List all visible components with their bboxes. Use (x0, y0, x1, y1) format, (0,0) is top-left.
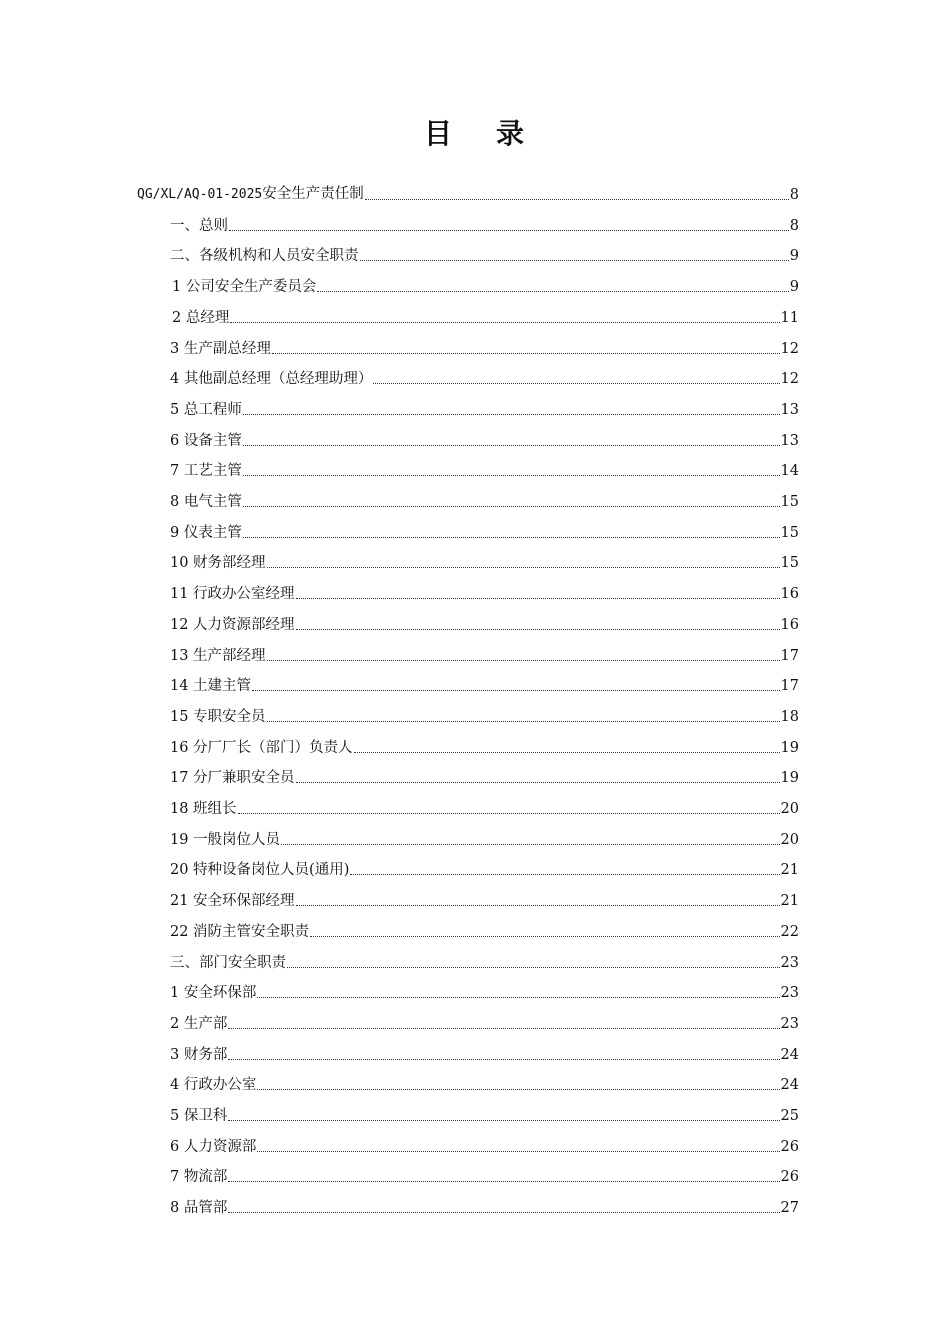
toc-entry[interactable] (170, 1068, 799, 1094)
toc-page-number: 24 (780, 1046, 799, 1063)
toc-entry[interactable] (170, 454, 799, 480)
toc-page-number: 20 (780, 831, 799, 848)
toc-leader-dots (281, 831, 779, 849)
toc-leader-dots (243, 462, 780, 480)
toc-entry-label: 2 生产部 (170, 1015, 228, 1032)
toc-page-number: 21 (780, 893, 799, 910)
toc-leader-dots (373, 370, 779, 388)
toc-leader-dots (238, 800, 780, 818)
toc-entry-label: 1 公司安全生产委员会 (172, 279, 317, 296)
toc-entry[interactable] (170, 608, 799, 634)
toc-leader-dots (296, 585, 780, 603)
page-title (0, 112, 950, 156)
toc-page-number: 20 (780, 801, 799, 817)
toc-entry[interactable] (170, 516, 799, 542)
toc-page-number: 15 (780, 494, 799, 510)
toc-entry-label: 8 品管部 (170, 1200, 228, 1217)
toc-entry-label: 7 工艺主管 (170, 463, 242, 480)
toc-entry-label: 21 安全环保部经理 (170, 893, 295, 910)
toc-entry-label: 二、各级机构和人员安全职责 (170, 248, 359, 265)
toc-entry-label: 11 行政办公室经理 (170, 586, 295, 603)
toc-leader-dots (317, 278, 788, 296)
title-char-1: 目 (423, 117, 454, 150)
toc-entry[interactable] (170, 209, 799, 235)
toc-entry-label: 5 保卫科 (170, 1108, 228, 1124)
toc-entry[interactable] (170, 853, 799, 879)
toc-entry-label: 13 生产部经理 (170, 647, 266, 664)
toc-leader-dots (257, 984, 779, 1002)
toc-entry-label: 1 安全环保部 (170, 985, 257, 1002)
toc-entry[interactable] (170, 332, 799, 358)
toc-entry-label: 10 财务部经理 (170, 555, 266, 572)
toc-leader-dots (243, 432, 780, 450)
toc-page-number: 27 (780, 1200, 799, 1217)
toc-page-number: 15 (780, 555, 799, 572)
toc-entry-label: 3 财务部 (170, 1046, 228, 1063)
toc-entry[interactable] (170, 239, 799, 265)
toc-page-number: 21 (780, 862, 799, 879)
toc-entry[interactable] (170, 1130, 799, 1156)
toc-leader-dots (296, 892, 780, 910)
toc-entry[interactable] (170, 884, 799, 910)
toc-leader-dots (243, 493, 780, 511)
toc-page-number: 23 (780, 1015, 799, 1032)
toc-entry-label: 4 行政办公室 (170, 1077, 257, 1094)
toc-page-number: 19 (780, 739, 799, 756)
toc-page-number: 17 (780, 647, 799, 664)
toc-leader-dots (267, 647, 780, 665)
toc-entry-label: 三、部门安全职责 (170, 954, 286, 971)
toc-entry-label: 12 人力资源部经理 (170, 616, 295, 633)
toc-leader-dots (267, 554, 780, 572)
toc-entry[interactable] (170, 362, 799, 388)
toc-entry[interactable] (170, 1099, 799, 1125)
toc-page-number: 15 (780, 524, 799, 541)
toc-leader-dots (257, 1076, 779, 1094)
toc-entry-label: 6 人力资源部 (170, 1138, 257, 1155)
toc-entry-code: QG/XL/AQ-01-2025 (137, 187, 263, 202)
toc-leader-dots (365, 186, 789, 204)
title-char-2: 录 (496, 117, 527, 150)
toc-entry[interactable] (170, 1038, 799, 1064)
toc-entry-label: 5 总工程师 (170, 401, 242, 418)
toc-entry-label: 20 特种设备岗位人员(通用) (170, 862, 350, 879)
toc-entry-label: 7 物流部 (170, 1169, 228, 1186)
toc-entry-label: 一、总则 (170, 217, 228, 234)
toc-leader-dots (296, 769, 780, 787)
toc-page-number: 13 (780, 432, 799, 449)
toc-leader-dots (252, 677, 779, 695)
toc-entry-label: 9 仪表主管 (170, 524, 242, 541)
toc-entry[interactable] (172, 270, 799, 296)
toc-page-number: 11 (780, 309, 799, 326)
toc-entry[interactable] (170, 485, 799, 511)
toc-page-number: 25 (780, 1108, 799, 1124)
toc-leader-dots (272, 340, 780, 358)
toc-entry[interactable] (170, 669, 799, 695)
toc-entry-label: 15 专职安全员 (170, 708, 266, 725)
toc-page-number: 18 (780, 708, 799, 725)
toc-page-number: 12 (780, 371, 799, 388)
toc-entry-label: 14 土建主管 (170, 678, 252, 695)
toc-page-number: 24 (780, 1077, 799, 1094)
toc-page-number: 23 (780, 954, 799, 971)
toc-page-number: 23 (780, 985, 799, 1002)
toc-page-number: 8 (789, 187, 799, 203)
toc-entry[interactable] (170, 546, 799, 572)
toc-entry[interactable] (170, 1191, 799, 1217)
toc-entry[interactable] (170, 424, 799, 450)
toc-page-number: 16 (780, 616, 799, 633)
toc-page-number: 13 (780, 401, 799, 418)
toc-page-number: 19 (780, 770, 799, 787)
toc-leader-dots (228, 1168, 779, 1186)
toc-entry-label: 6 设备主管 (170, 432, 242, 449)
toc-entry-title: 安全生产责任制 (262, 186, 364, 202)
toc-entry-label: 4 其他副总经理（总经理助理） (170, 371, 373, 388)
toc-leader-dots (310, 923, 779, 941)
toc-leader-dots (229, 217, 789, 235)
toc-leader-dots (243, 401, 780, 419)
toc-page-number: 9 (789, 248, 799, 265)
toc-entry[interactable] (170, 1160, 799, 1186)
toc-entry[interactable] (170, 639, 799, 665)
toc-page-number: 26 (780, 1138, 799, 1155)
toc-page-number: 16 (780, 586, 799, 603)
toc-entry[interactable] (137, 178, 799, 204)
toc-entry[interactable] (170, 792, 799, 818)
toc-entry-label: 2 总经理 (172, 309, 230, 326)
toc-entry[interactable] (170, 731, 799, 757)
toc-entry-label: 3 生产副总经理 (170, 340, 271, 357)
toc-entry[interactable] (170, 1007, 799, 1033)
toc-leader-dots (228, 1046, 779, 1064)
toc-entry[interactable] (170, 393, 799, 419)
toc-entry[interactable] (170, 761, 799, 787)
toc-leader-dots (287, 954, 780, 972)
toc-leader-dots (228, 1107, 779, 1125)
toc-entry-label: 18 班组长 (170, 801, 237, 817)
toc-entry[interactable] (170, 700, 799, 726)
toc-leader-dots (257, 1138, 779, 1156)
toc-leader-dots (228, 1015, 779, 1033)
toc-leader-dots (243, 524, 780, 542)
toc-page-number: 22 (780, 923, 799, 940)
toc-entry[interactable] (170, 976, 799, 1002)
toc-page-number: 26 (780, 1169, 799, 1186)
toc-page-number: 17 (780, 678, 799, 695)
toc-leader-dots (360, 247, 789, 265)
toc-page-number: 12 (780, 340, 799, 357)
toc-page-number: 8 (789, 217, 799, 234)
toc-entry-label (137, 185, 364, 204)
toc-entry-label: 8 电气主管 (170, 494, 242, 510)
toc-leader-dots (228, 1199, 779, 1217)
toc-leader-dots (350, 861, 779, 879)
toc-entry[interactable] (170, 577, 799, 603)
toc-leader-dots (296, 616, 780, 634)
toc-entry-label: 22 消防主管安全职责 (170, 923, 310, 940)
toc-page-number: 9 (789, 279, 799, 296)
toc-entry-label: 17 分厂兼职安全员 (170, 770, 295, 787)
toc-entry-label: 16 分厂厂长（部门）负责人 (170, 739, 353, 756)
toc-entry[interactable] (170, 946, 799, 972)
toc-page-number: 14 (780, 463, 799, 480)
toc-entry-label: 19 一般岗位人员 (170, 831, 281, 848)
toc-leader-dots (354, 739, 780, 757)
toc-entry[interactable] (170, 915, 799, 941)
toc-leader-dots (267, 708, 780, 726)
toc-entry[interactable] (170, 823, 799, 849)
toc-leader-dots (230, 309, 779, 327)
toc-entry[interactable] (172, 301, 799, 327)
